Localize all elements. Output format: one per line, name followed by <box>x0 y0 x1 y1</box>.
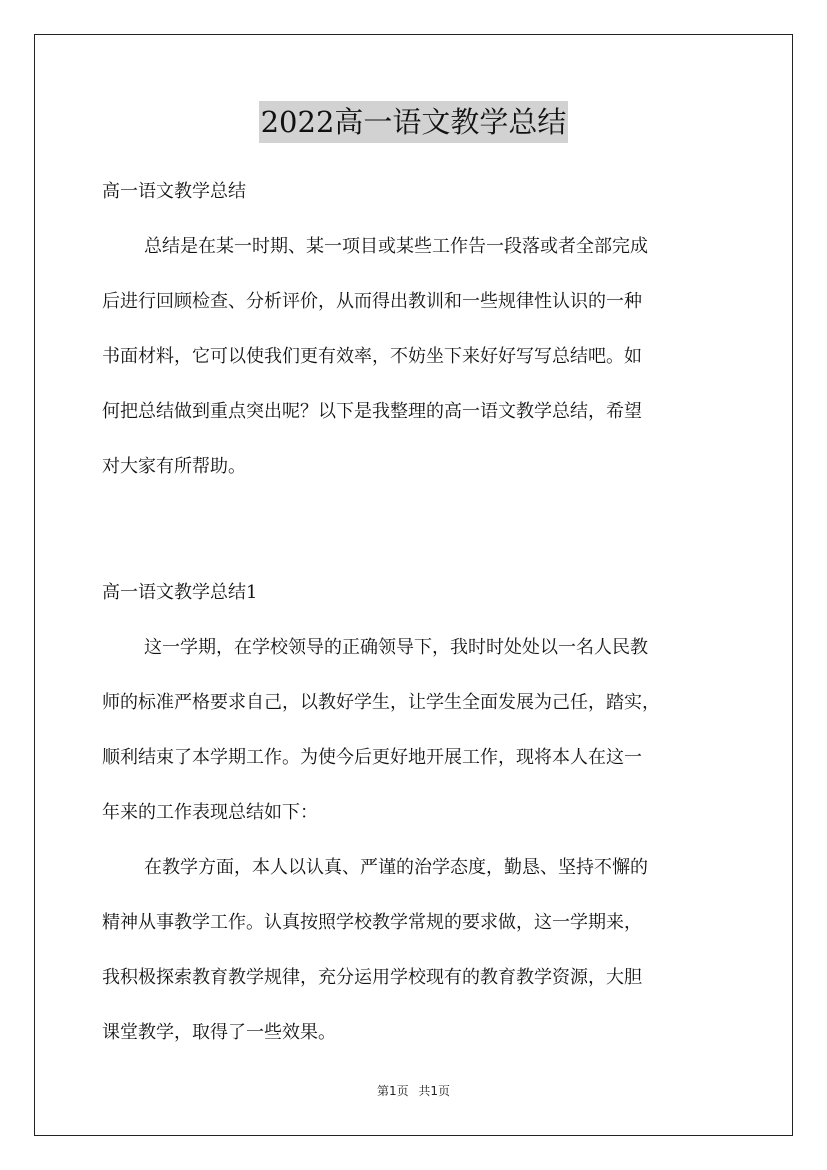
page-number-current: 第1页 <box>376 1084 409 1098</box>
text-line: 精神从事教学工作。认真按照学校教学常规的要求做，这一学期来， <box>102 912 642 933</box>
section1-paragraph-1 <box>102 620 732 840</box>
intro-paragraph <box>102 219 732 494</box>
text-line: 总结是在某一时期、某一项目或某些工作告一段落或者全部完成 <box>144 236 648 257</box>
page-title: 2022高一语文教学总结 <box>259 101 569 143</box>
text-line: 后进行回顾检查、分析评价，从而得出教训和一些规律性认识的一种 <box>102 291 642 312</box>
blank-line <box>102 494 732 574</box>
page-number-total: 共1页 <box>418 1084 451 1098</box>
text-line: 对大家有所帮助。 <box>102 456 246 477</box>
text-line: 顺利结束了本学期工作。为使今后更好地开展工作，现将本人在这一 <box>102 747 642 768</box>
text-line: 我积极探索教育教学规律，充分运用学校现有的教育教学资源，大胆 <box>102 967 642 988</box>
text-line: 在教学方面，本人以认真、严谨的治学态度，勤恳、坚持不懈的 <box>144 857 648 878</box>
text-line: 这一学期，在学校领导的正确领导下，我时时处处以一名人民教 <box>144 637 648 658</box>
text-line: 课堂教学，取得了一些效果。 <box>102 1022 336 1043</box>
text-line: 师的标准严格要求自己，以教好学生，让学生全面发展为己任，踏实， <box>102 692 660 713</box>
document-body <box>102 173 732 1060</box>
text-line: 何把总结做到重点突出呢？以下是我整理的高一语文教学总结，希望 <box>102 401 642 422</box>
title-wrap <box>0 101 827 143</box>
section1-paragraph-2 <box>102 840 732 1060</box>
text-line: 书面材料，它可以使我们更有效率，不妨坐下来好好写写总结吧。如 <box>102 346 642 367</box>
section1-heading: 高一语文教学总结1 <box>102 582 258 603</box>
text-line: 年来的工作表现总结如下： <box>102 802 318 823</box>
intro-heading: 高一语文教学总结 <box>102 181 246 202</box>
page-footer <box>0 1082 827 1099</box>
